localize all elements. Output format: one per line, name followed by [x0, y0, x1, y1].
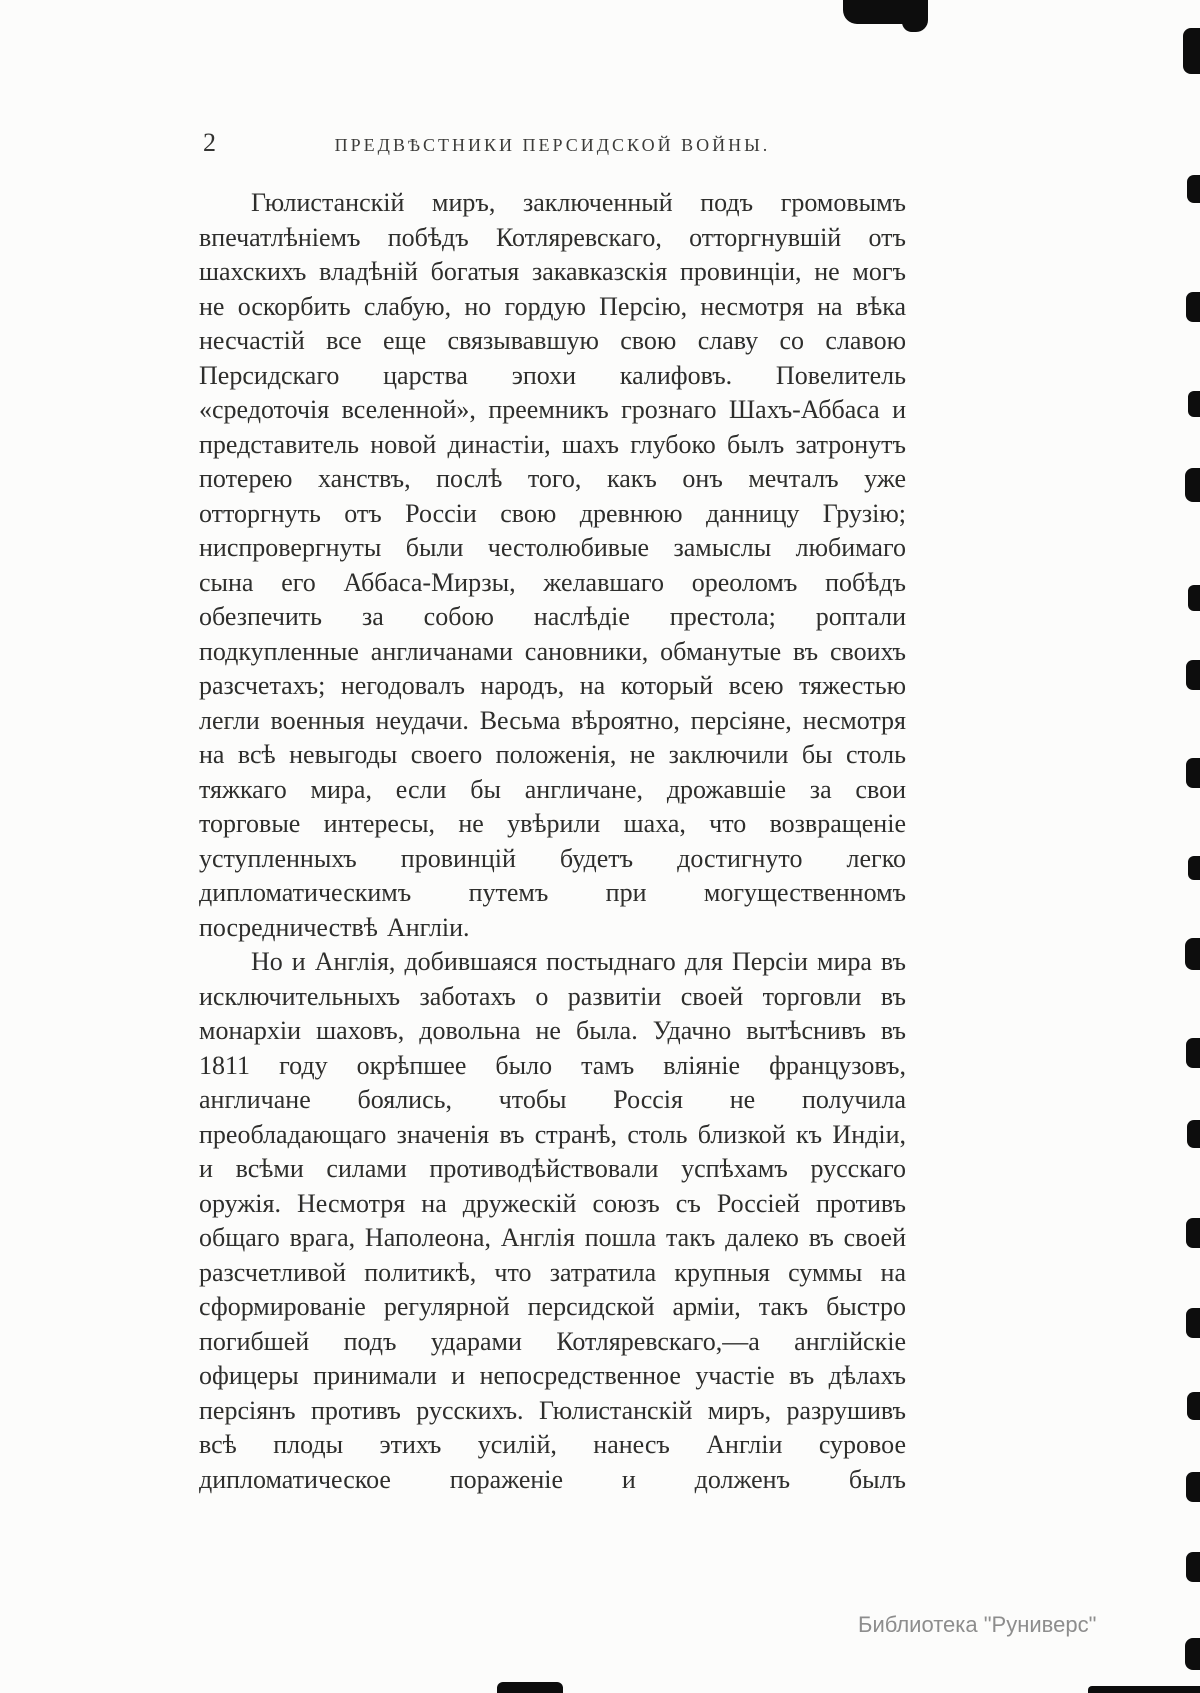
scan-artifact-right-edge [1183, 28, 1200, 74]
scan-artifact-top [902, 0, 928, 32]
paragraph-2: Но и Англія, добившаяся постыднаго для Персіи мира въ исключительныхъ заботахъ о развитіи своей торговли въ монархіи шаховъ, довольна не была. Удачно вытѣснивъ въ 1811 году окрѣпшее было тамъ вліяніе французовъ, англичане боялись, чтобы Россія не получила преобладающаго значенія въ странѣ, столь близкой къ Индіи, и всѣми силами противодѣйствовали успѣхамъ русскаго оружія. Несмотря на дружескій союзъ съ Россіей противъ общаго врага, Наполеона, Англія пошла такъ далеко въ своей разсчетливой политикѣ, что затратила крупныя суммы на сформированіе регулярной персидской арміи, такъ быстро погибшей подъ ударами Котляревскаго,—а англійскіе офицеры принимали и непосредственное участіе въ дѣлахъ персіянъ противъ русскихъ. Гюлистанскій миръ, разрушивъ всѣ плоды этихъ усилій, нанесъ Англіи суровое дипломатическое пораженіе и долженъ былъ [199, 947, 906, 1494]
page-header [199, 128, 906, 170]
scan-artifact-right-edge [1187, 1392, 1200, 1420]
library-watermark: Библиотека "Руниверс" [858, 1612, 1097, 1637]
scan-artifact-right-edge [1186, 1472, 1200, 1502]
scan-artifact-bottom-edge [497, 1682, 563, 1693]
scan-artifact-right-edge [1187, 175, 1200, 203]
scan-artifact-right-edge [1186, 1218, 1200, 1248]
scan-artifact-right-edge [1188, 585, 1200, 611]
scan-artifact-right-edge [1186, 758, 1200, 788]
scan-artifact-right-edge [1186, 1308, 1200, 1338]
running-title: ПРЕДВѢСТНИКИ ПЕРСИДСКОЙ ВОЙНЫ. [334, 135, 771, 155]
scan-artifact-right-edge [1185, 468, 1200, 502]
scan-artifact-right-edge [1185, 1638, 1200, 1670]
scan-artifact-right-edge [1186, 660, 1200, 690]
scan-artifact-right-edge [1187, 1120, 1200, 1148]
scan-artifact-right-edge [1188, 856, 1200, 880]
scan-artifact-bottom-edge [1088, 1686, 1200, 1693]
scan-artifact-right-edge [1186, 1038, 1200, 1068]
scan-artifact-right-edge [1185, 938, 1200, 970]
scan-artifact-right-edge [1188, 391, 1200, 417]
scan-artifact-right-edge [1186, 1552, 1200, 1582]
body-text [199, 186, 906, 1497]
page-number: 2 [203, 128, 216, 157]
scan-artifact-right-edge [1186, 292, 1200, 322]
paragraph-1: Гюлистанскій миръ, заключенный подъ громовымъ впечатлѣніемъ побѣдъ Котляревскаго, отторгнувшій отъ шахскихъ владѣній богатыя закавказскія провинціи, не могъ не оскорбить слабую, но гордую Персію, несмотря на вѣка несчастій все еще связывавшую свою славу со славою Персидскаго царства эпохи калифовъ. Повелитель «средоточія вселенной», преемникъ грознаго Шахъ-Аббаса и представитель новой династіи, шахъ глубоко былъ затронутъ потерею ханствъ, послѣ того, какъ онъ мечталъ уже отторгнуть отъ Россіи свою древнюю данницу Грузію; ниспровергнуты были честолюбивые замыслы любимаго сына его Аббаса-Мирзы, желавшаго ореоломъ побѣдъ обезпечить за собою наслѣдіе престола; роптали подкупленные англичанами сановники, обманутые въ своихъ разсчетахъ; негодовалъ народъ, на который всею тяжестью легли военныя неудачи. Весьма вѣроятно, персіяне, несмотря на всѣ невыгоды своего положенія, не заключили бы столь тяжкаго мира, если бы англичане, дрожавшіе за свои торговые интересы, не увѣрили шаха, что возвращеніе уступленныхъ провинцій будетъ достигнуто легко дипломатическимъ путемъ при могущественномъ посредничествѣ Англіи. [199, 188, 906, 942]
